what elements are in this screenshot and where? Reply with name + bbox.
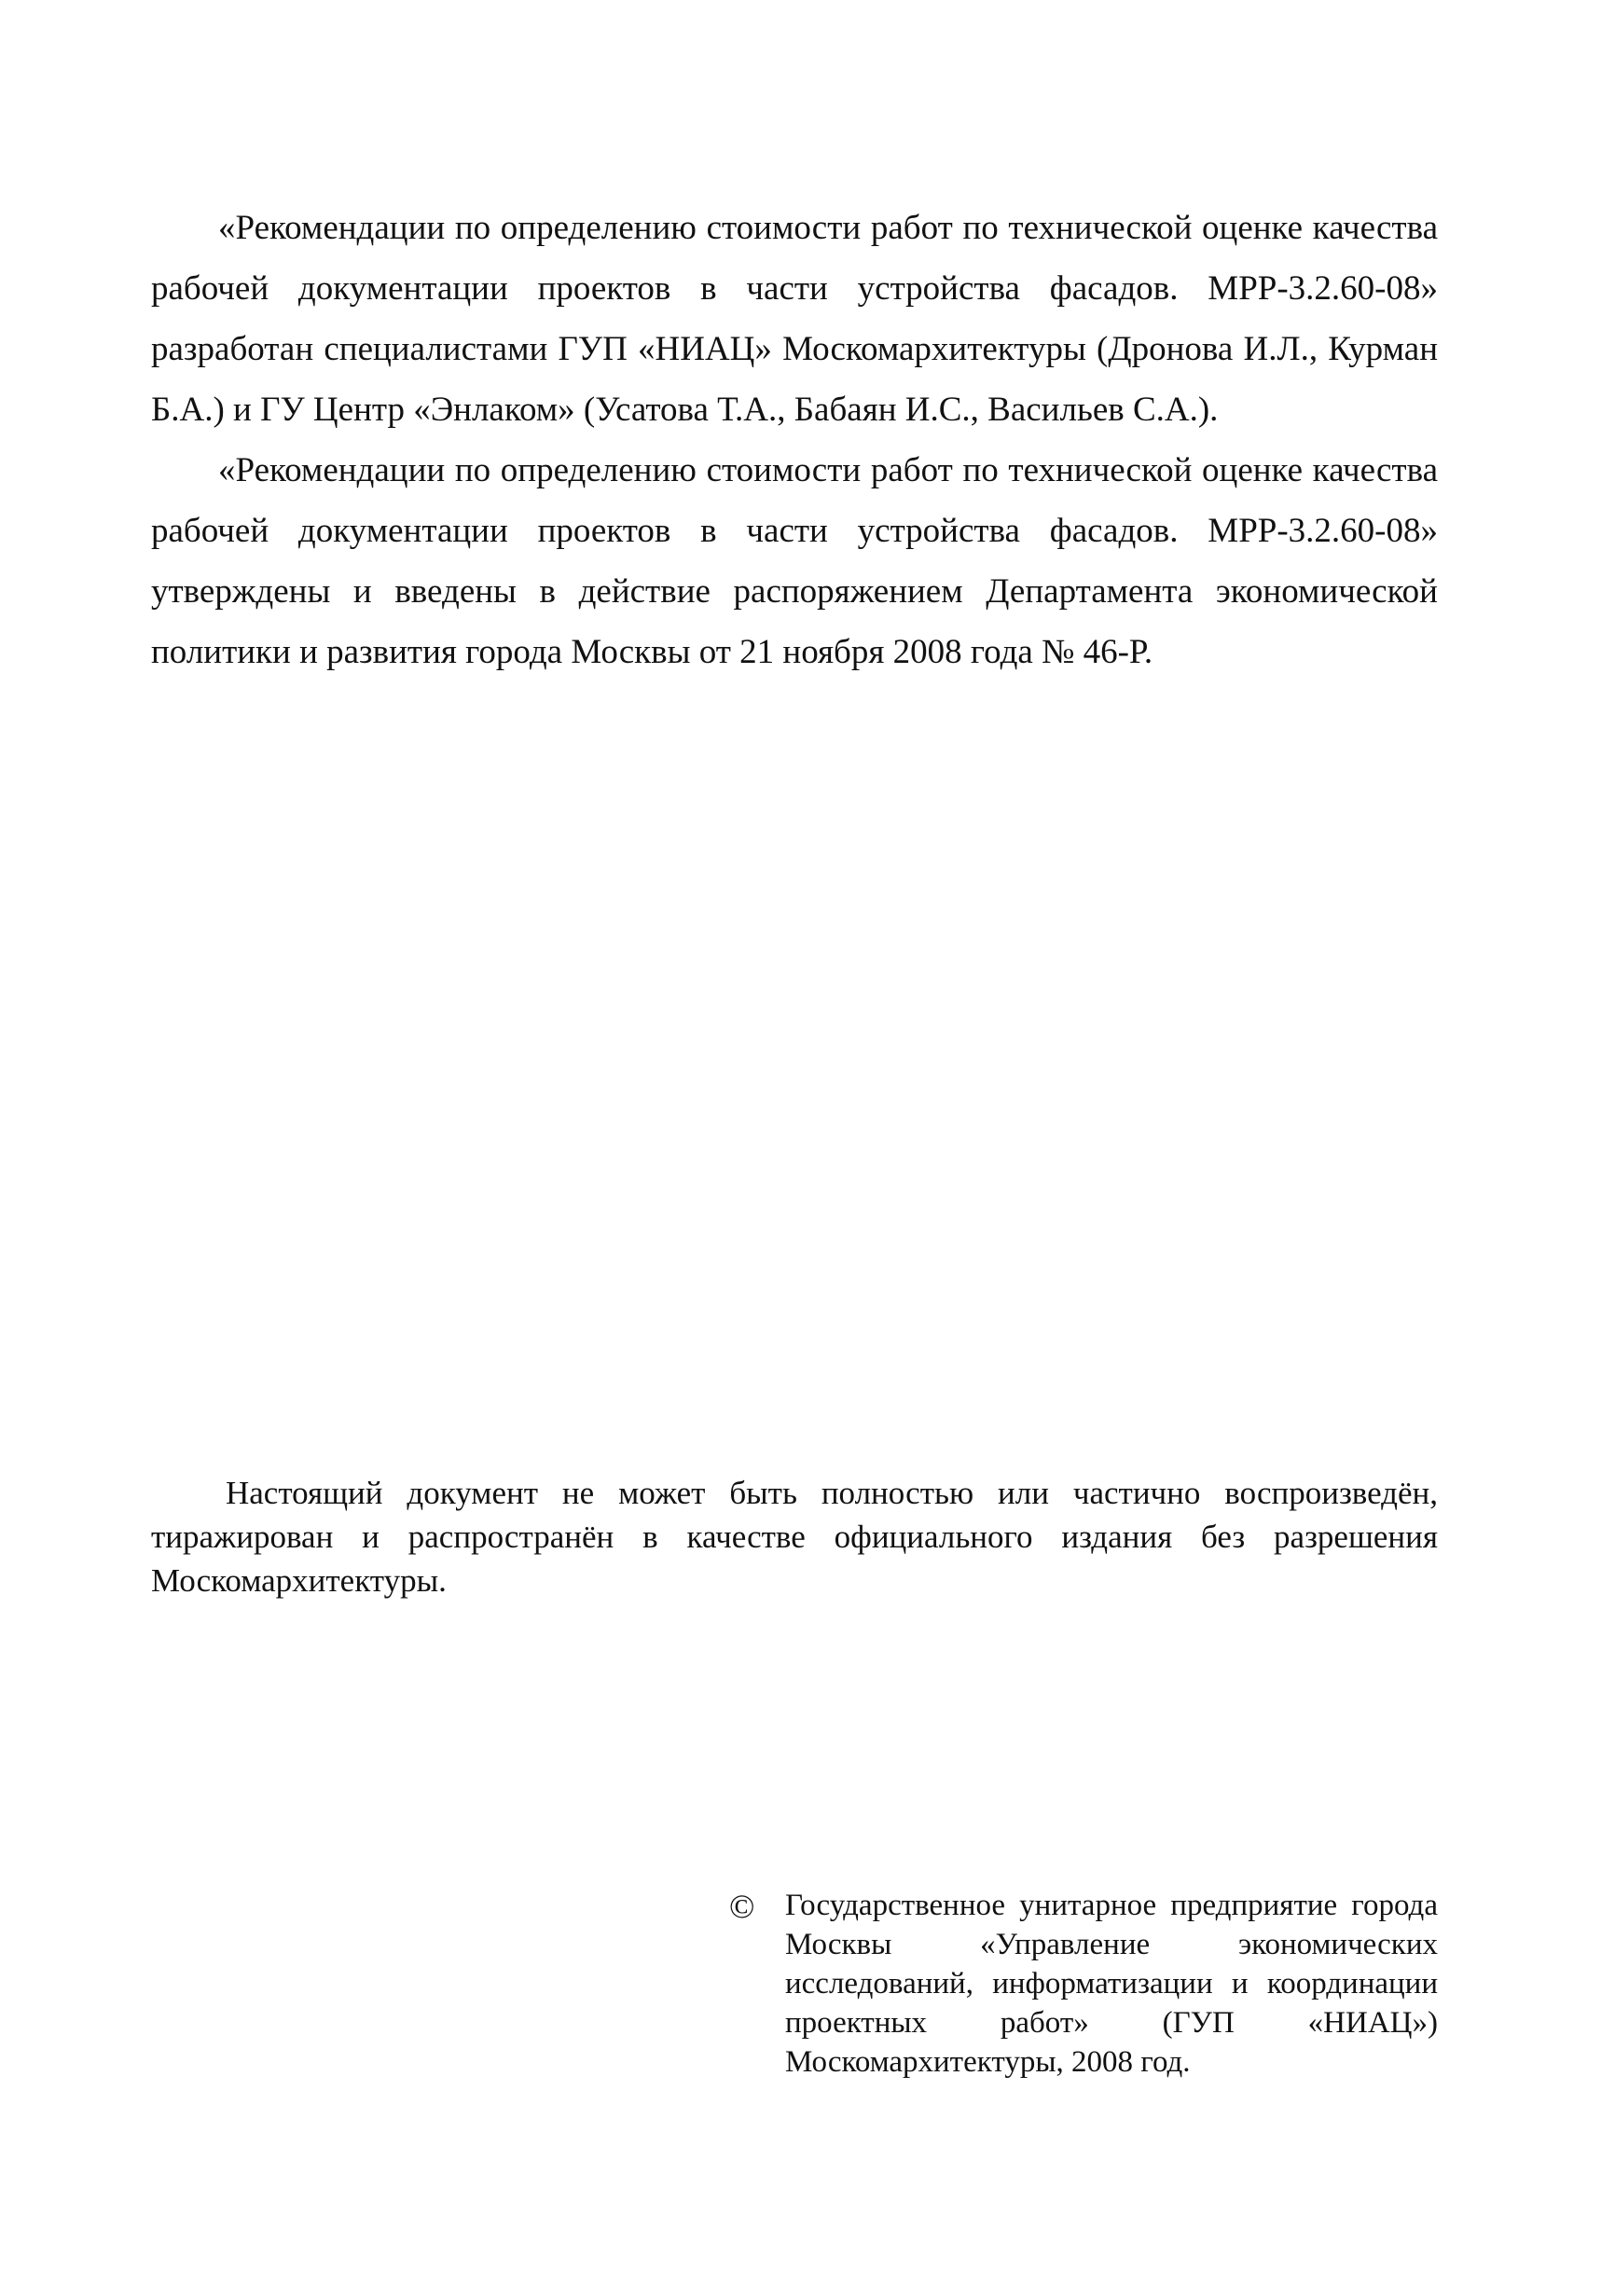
copyright-block bbox=[729, 1886, 1438, 2082]
reproduction-notice bbox=[151, 1471, 1438, 1602]
intro-paragraph-approval: «Рекомендации по определению стоимости работ по технической оценке качества рабочей документации проектов в части устройства фасадов. МРР-3.2.60-08» утверждены и введены в действие распоряжением Департамента экономической политики и развития города Москвы от 21 ноября 2008 года № 46-Р. bbox=[151, 451, 1438, 671]
reproduction-notice-text: Настоящий документ не может быть полностью или частично воспроизведён, тиражирован и распространён в качестве официального издания без разрешения Москомархитектуры. bbox=[151, 1475, 1438, 1599]
copyright-text: Государственное унитарное предприятие города Москвы «Управление экономических исследований, информатизации и координации проектных работ» (ГУП «НИАЦ») Москомархитектуры, 2008 год. bbox=[785, 1889, 1438, 2079]
intro-section bbox=[151, 198, 1438, 682]
copyright-icon: © bbox=[729, 1888, 755, 1925]
intro-paragraph-developers: «Рекомендации по определению стоимости работ по технической оценке качества рабочей документации проектов в части устройства фасадов. МРР-3.2.60-08» разработан специалистами ГУП «НИАЦ» Москомархитектуры (Дронова И.Л., Курман Б.А.) и ГУ Центр «Энлаком» (Усатова Т.А., Бабаян И.С., Васильев С.А.). bbox=[151, 209, 1438, 429]
